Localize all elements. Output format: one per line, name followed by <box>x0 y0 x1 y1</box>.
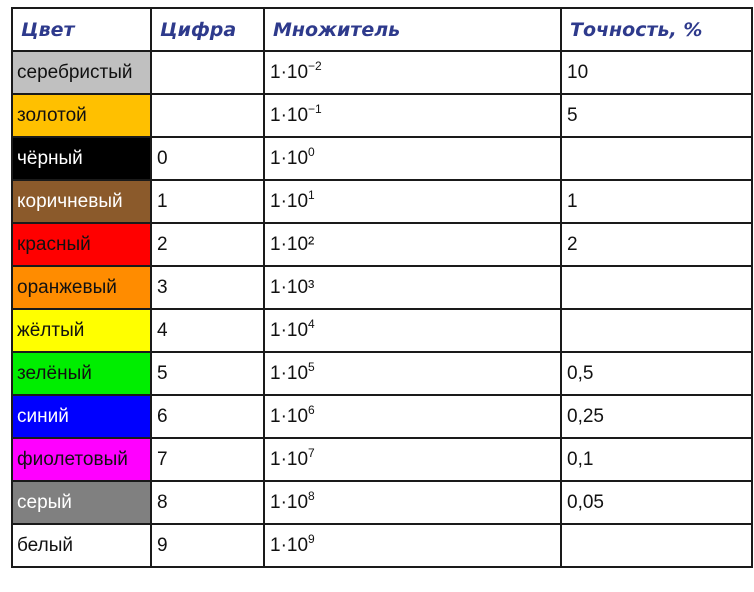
multiplier-cell <box>264 481 561 524</box>
multiplier-cell <box>264 94 561 137</box>
multiplier-cell <box>264 309 561 352</box>
multiplier-cell <box>264 524 561 567</box>
multiplier-base: 1·10 <box>270 491 309 513</box>
color-name-cell: оранжевый <box>12 266 151 309</box>
table-row <box>12 481 752 524</box>
color-name-cell: белый <box>12 524 151 567</box>
header-tolerance: Точность, % <box>561 8 752 51</box>
multiplier-cell <box>264 51 561 94</box>
table-row <box>12 94 752 137</box>
multiplier-exponent: −2 <box>308 58 322 73</box>
digit-cell: 9 <box>151 524 264 567</box>
multiplier-cell <box>264 352 561 395</box>
digit-cell: 7 <box>151 438 264 481</box>
multiplier-exponent: 7 <box>308 445 315 460</box>
tolerance-cell: 1 <box>561 180 752 223</box>
tolerance-cell <box>561 524 752 567</box>
multiplier-cell <box>264 180 561 223</box>
digit-cell <box>151 94 264 137</box>
color-name-cell: фиолетовый <box>12 438 151 481</box>
tolerance-cell <box>561 137 752 180</box>
multiplier-base: 1·10 <box>270 61 309 83</box>
tolerance-cell: 0,25 <box>561 395 752 438</box>
multiplier-base: 1·10 <box>270 405 309 427</box>
table-row <box>12 223 752 266</box>
multiplier-exponent: 8 <box>308 488 315 503</box>
multiplier-base: 1·10³ <box>270 276 315 298</box>
table-row <box>12 395 752 438</box>
header-digit: Цифра <box>151 8 264 51</box>
color-name-cell: серый <box>12 481 151 524</box>
color-name-cell: коричневый <box>12 180 151 223</box>
color-name-cell: зелёный <box>12 352 151 395</box>
multiplier-base: 1·10² <box>270 233 315 255</box>
table-row <box>12 438 752 481</box>
table-row <box>12 137 752 180</box>
multiplier-exponent: 5 <box>308 359 315 374</box>
multiplier-base: 1·10 <box>270 448 309 470</box>
multiplier-base: 1·10 <box>270 190 309 212</box>
color-name-cell: жёлтый <box>12 309 151 352</box>
digit-cell <box>151 51 264 94</box>
table-row <box>12 352 752 395</box>
multiplier-cell <box>264 223 561 266</box>
header-row <box>12 8 752 51</box>
resistor-color-code-table <box>11 7 753 568</box>
color-name-cell: красный <box>12 223 151 266</box>
table-row <box>12 180 752 223</box>
table-body <box>12 51 752 567</box>
digit-cell: 5 <box>151 352 264 395</box>
tolerance-cell: 0,5 <box>561 352 752 395</box>
tolerance-cell: 10 <box>561 51 752 94</box>
digit-cell: 3 <box>151 266 264 309</box>
color-name-cell: серебристый <box>12 51 151 94</box>
digit-cell: 0 <box>151 137 264 180</box>
multiplier-exponent: −1 <box>308 101 322 116</box>
multiplier-cell <box>264 438 561 481</box>
multiplier-base: 1·10 <box>270 534 309 556</box>
table-row <box>12 266 752 309</box>
digit-cell: 6 <box>151 395 264 438</box>
tolerance-cell <box>561 266 752 309</box>
multiplier-exponent: 6 <box>308 402 315 417</box>
multiplier-base: 1·10 <box>270 104 309 126</box>
multiplier-base: 1·10 <box>270 147 309 169</box>
tolerance-cell <box>561 309 752 352</box>
color-name-cell: золотой <box>12 94 151 137</box>
multiplier-exponent: 1 <box>308 187 315 202</box>
multiplier-cell <box>264 395 561 438</box>
digit-cell: 4 <box>151 309 264 352</box>
header-multiplier: Множитель <box>264 8 561 51</box>
multiplier-cell <box>264 266 561 309</box>
tolerance-cell: 0,05 <box>561 481 752 524</box>
color-name-cell: синий <box>12 395 151 438</box>
multiplier-exponent: 9 <box>308 531 315 546</box>
table-row <box>12 524 752 567</box>
multiplier-cell <box>264 137 561 180</box>
header-color: Цвет <box>12 8 151 51</box>
digit-cell: 2 <box>151 223 264 266</box>
multiplier-exponent: 0 <box>308 144 315 159</box>
digit-cell: 1 <box>151 180 264 223</box>
multiplier-base: 1·10 <box>270 319 309 341</box>
tolerance-cell: 5 <box>561 94 752 137</box>
digit-cell: 8 <box>151 481 264 524</box>
table-row <box>12 309 752 352</box>
multiplier-exponent: 4 <box>308 316 315 331</box>
table-row <box>12 51 752 94</box>
color-name-cell: чёрный <box>12 137 151 180</box>
multiplier-base: 1·10 <box>270 362 309 384</box>
tolerance-cell: 2 <box>561 223 752 266</box>
tolerance-cell: 0,1 <box>561 438 752 481</box>
